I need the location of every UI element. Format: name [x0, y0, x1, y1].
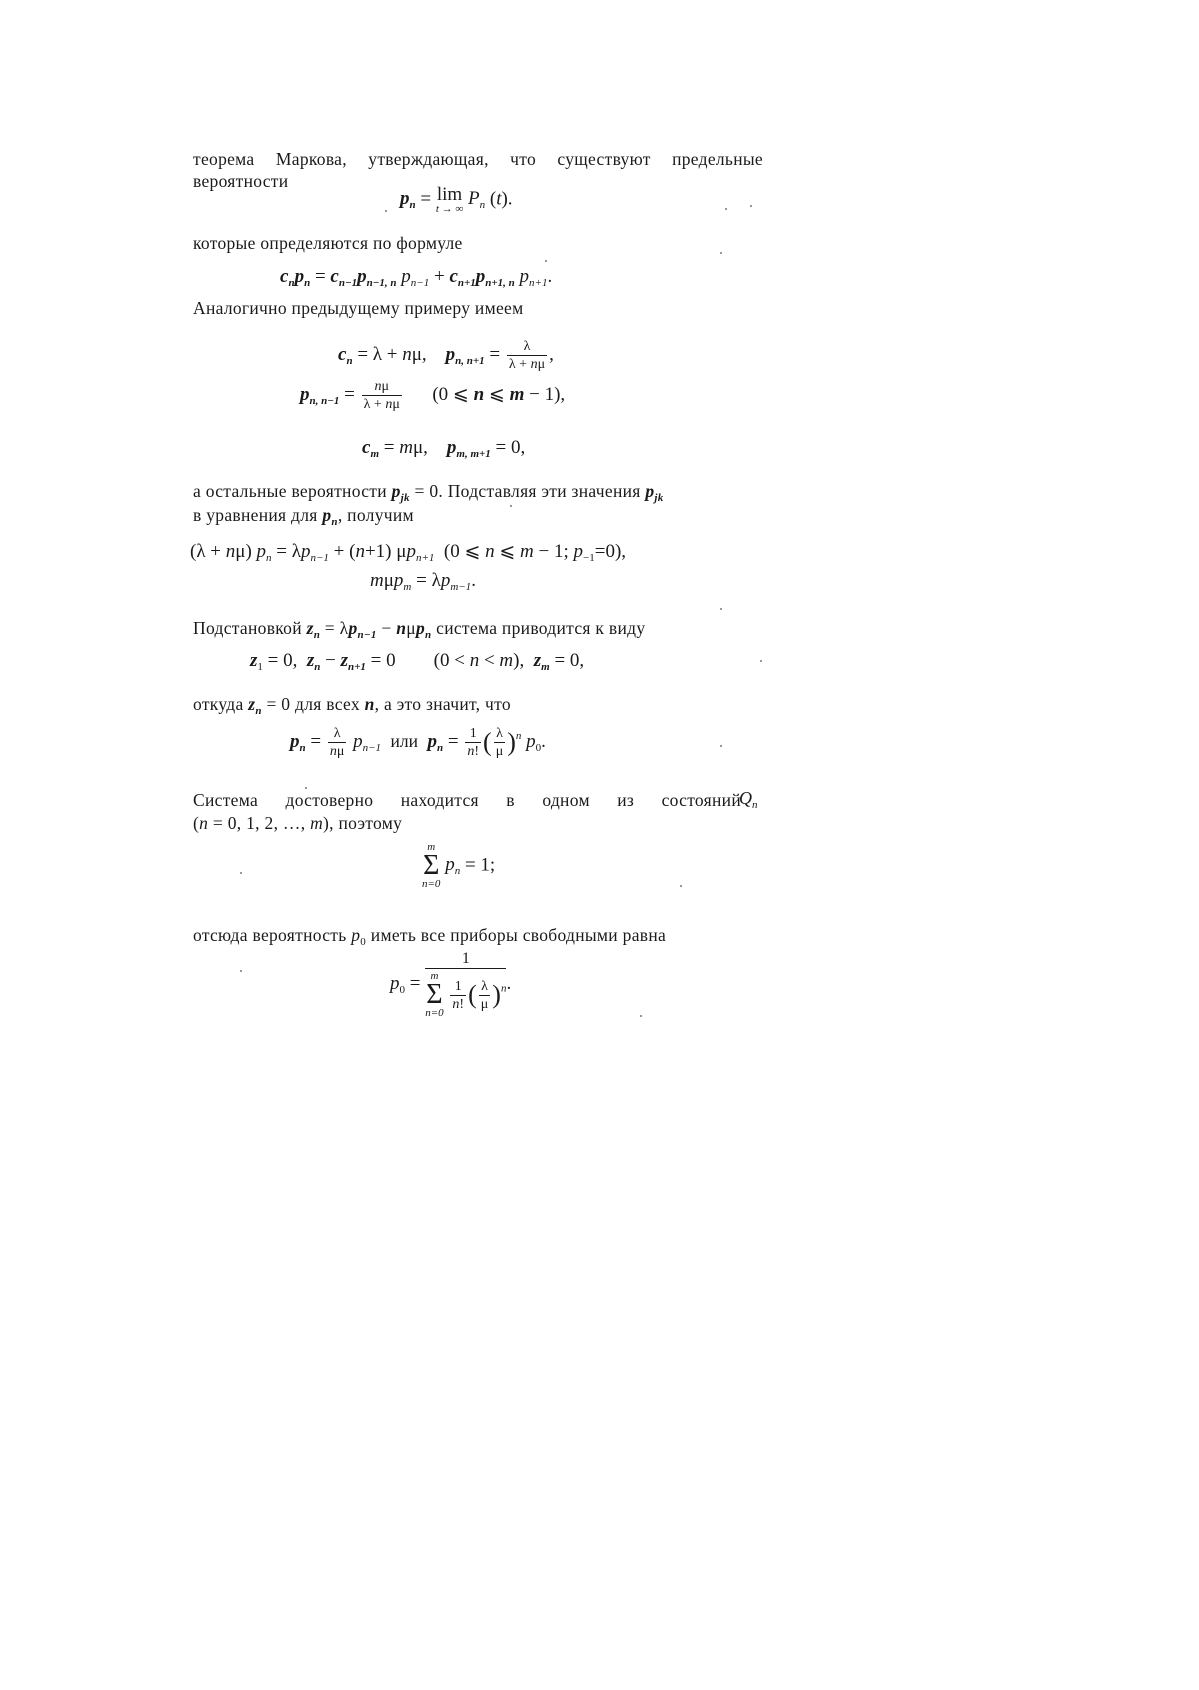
- text-line-7: Подстановкой $z_n = \lambda p_{n-1} - n\mu p_n$ система приводится к виду: [193, 618, 646, 641]
- formula-pn-solution: $p_n$ = $\frac{\lambda}{n\mu}$ $p_{n-1}$ или $p_n$ = $\frac{1}{n!}$ ( $\frac{\lambda}{\mu}$ )$^n$ $p_0$.: [290, 726, 546, 759]
- scan-speck: [720, 252, 722, 254]
- scan-speck: [640, 1015, 642, 1017]
- text-line-6: в уравнения для $p_n$, получим: [193, 505, 414, 528]
- scan-speck: [760, 660, 762, 662]
- text-line-5: а остальные вероятности $p_{jk} = 0$. Подставляя эти значения $p_{jk}$: [193, 481, 664, 504]
- scan-speck: [510, 505, 512, 507]
- word: Маркова,: [275, 149, 347, 169]
- scan-speck: [725, 208, 727, 210]
- text-line-8: откуда $z_n = 0$ для всех n, а это значит, что: [193, 694, 511, 717]
- text-line-3: которые определяются по формуле: [193, 233, 463, 253]
- formula-balance: $c_np_n = c_{n-1}p_{n-1, n}$ $p_{n-1} + c_{n+1}p_{n+1, n}$ $p_{n+1}$.: [280, 266, 553, 289]
- formula-system: (λ + nμ) $p_n = \lambda p_{n-1} + (n+1)$ $\mu p_{n+1}$ (0 ⩽ n ⩽ m − 1; $p_{-1}=0$),: [190, 541, 627, 564]
- text-line-10: (n = 0, 1, 2, …, m), поэтому: [193, 813, 403, 833]
- scan-speck: [750, 205, 752, 207]
- text-line-11: отсюда вероятность $p_0$ иметь все приборы свободными равна: [193, 925, 667, 948]
- scan-speck: [240, 872, 242, 874]
- scan-speck: [720, 745, 722, 747]
- scan-speck: [385, 210, 387, 212]
- scan-speck: [305, 787, 307, 789]
- text-line-1: [193, 148, 763, 170]
- text-line-4: Аналогично предыдущему примеру имеем: [193, 298, 524, 318]
- formula-cn: $c_n = \lambda + n\mu$, $p_{n, n+1}$ = $\frac{\lambda}{\lambda + n\mu}$ ,: [338, 339, 554, 372]
- formula-pn-n-1: $p_{n, n-1}$ = $\frac{n\mu}{\lambda + n\mu}$ (0 ⩽ n ⩽ m − 1),: [300, 379, 566, 412]
- word: утверждающая,: [368, 149, 489, 169]
- scan-speck: [545, 260, 547, 262]
- text-line-2: вероятности: [193, 171, 289, 191]
- word: предельные: [672, 149, 763, 169]
- symbol-Qn: $Q_n$: [739, 788, 758, 811]
- formula-cm: $c_m = m\mu$, $p_{m, m+1} = 0$,: [362, 437, 526, 460]
- formula-system-last: $m\mu p_m = \lambda p_{m-1}$.: [370, 570, 476, 593]
- scan-speck: [240, 970, 242, 972]
- word: существуют: [557, 149, 651, 169]
- formula-z: $z_1 = 0$, $z_n - z_{n+1} = 0$ (0 < n < m), $z_m = 0$,: [250, 650, 585, 673]
- formula-p0: $p_0$ = 1 m Σ n=0 $\frac{1}{n!}$ ( $\frac{\lambda}{\mu}$ )$^n$ .: [390, 950, 512, 1019]
- text-line-9: Система достоверно находится в одном из состояний: [193, 790, 741, 810]
- scan-speck: [680, 885, 682, 887]
- formula-limit: $p_n$ = lim t → ∞ $P_n$ (t).: [400, 184, 513, 215]
- word: теорема: [193, 149, 255, 169]
- scan-speck: [720, 608, 722, 610]
- word: что: [510, 149, 537, 169]
- formula-sum-one: m Σ n=0 $p_n = 1$;: [422, 841, 496, 890]
